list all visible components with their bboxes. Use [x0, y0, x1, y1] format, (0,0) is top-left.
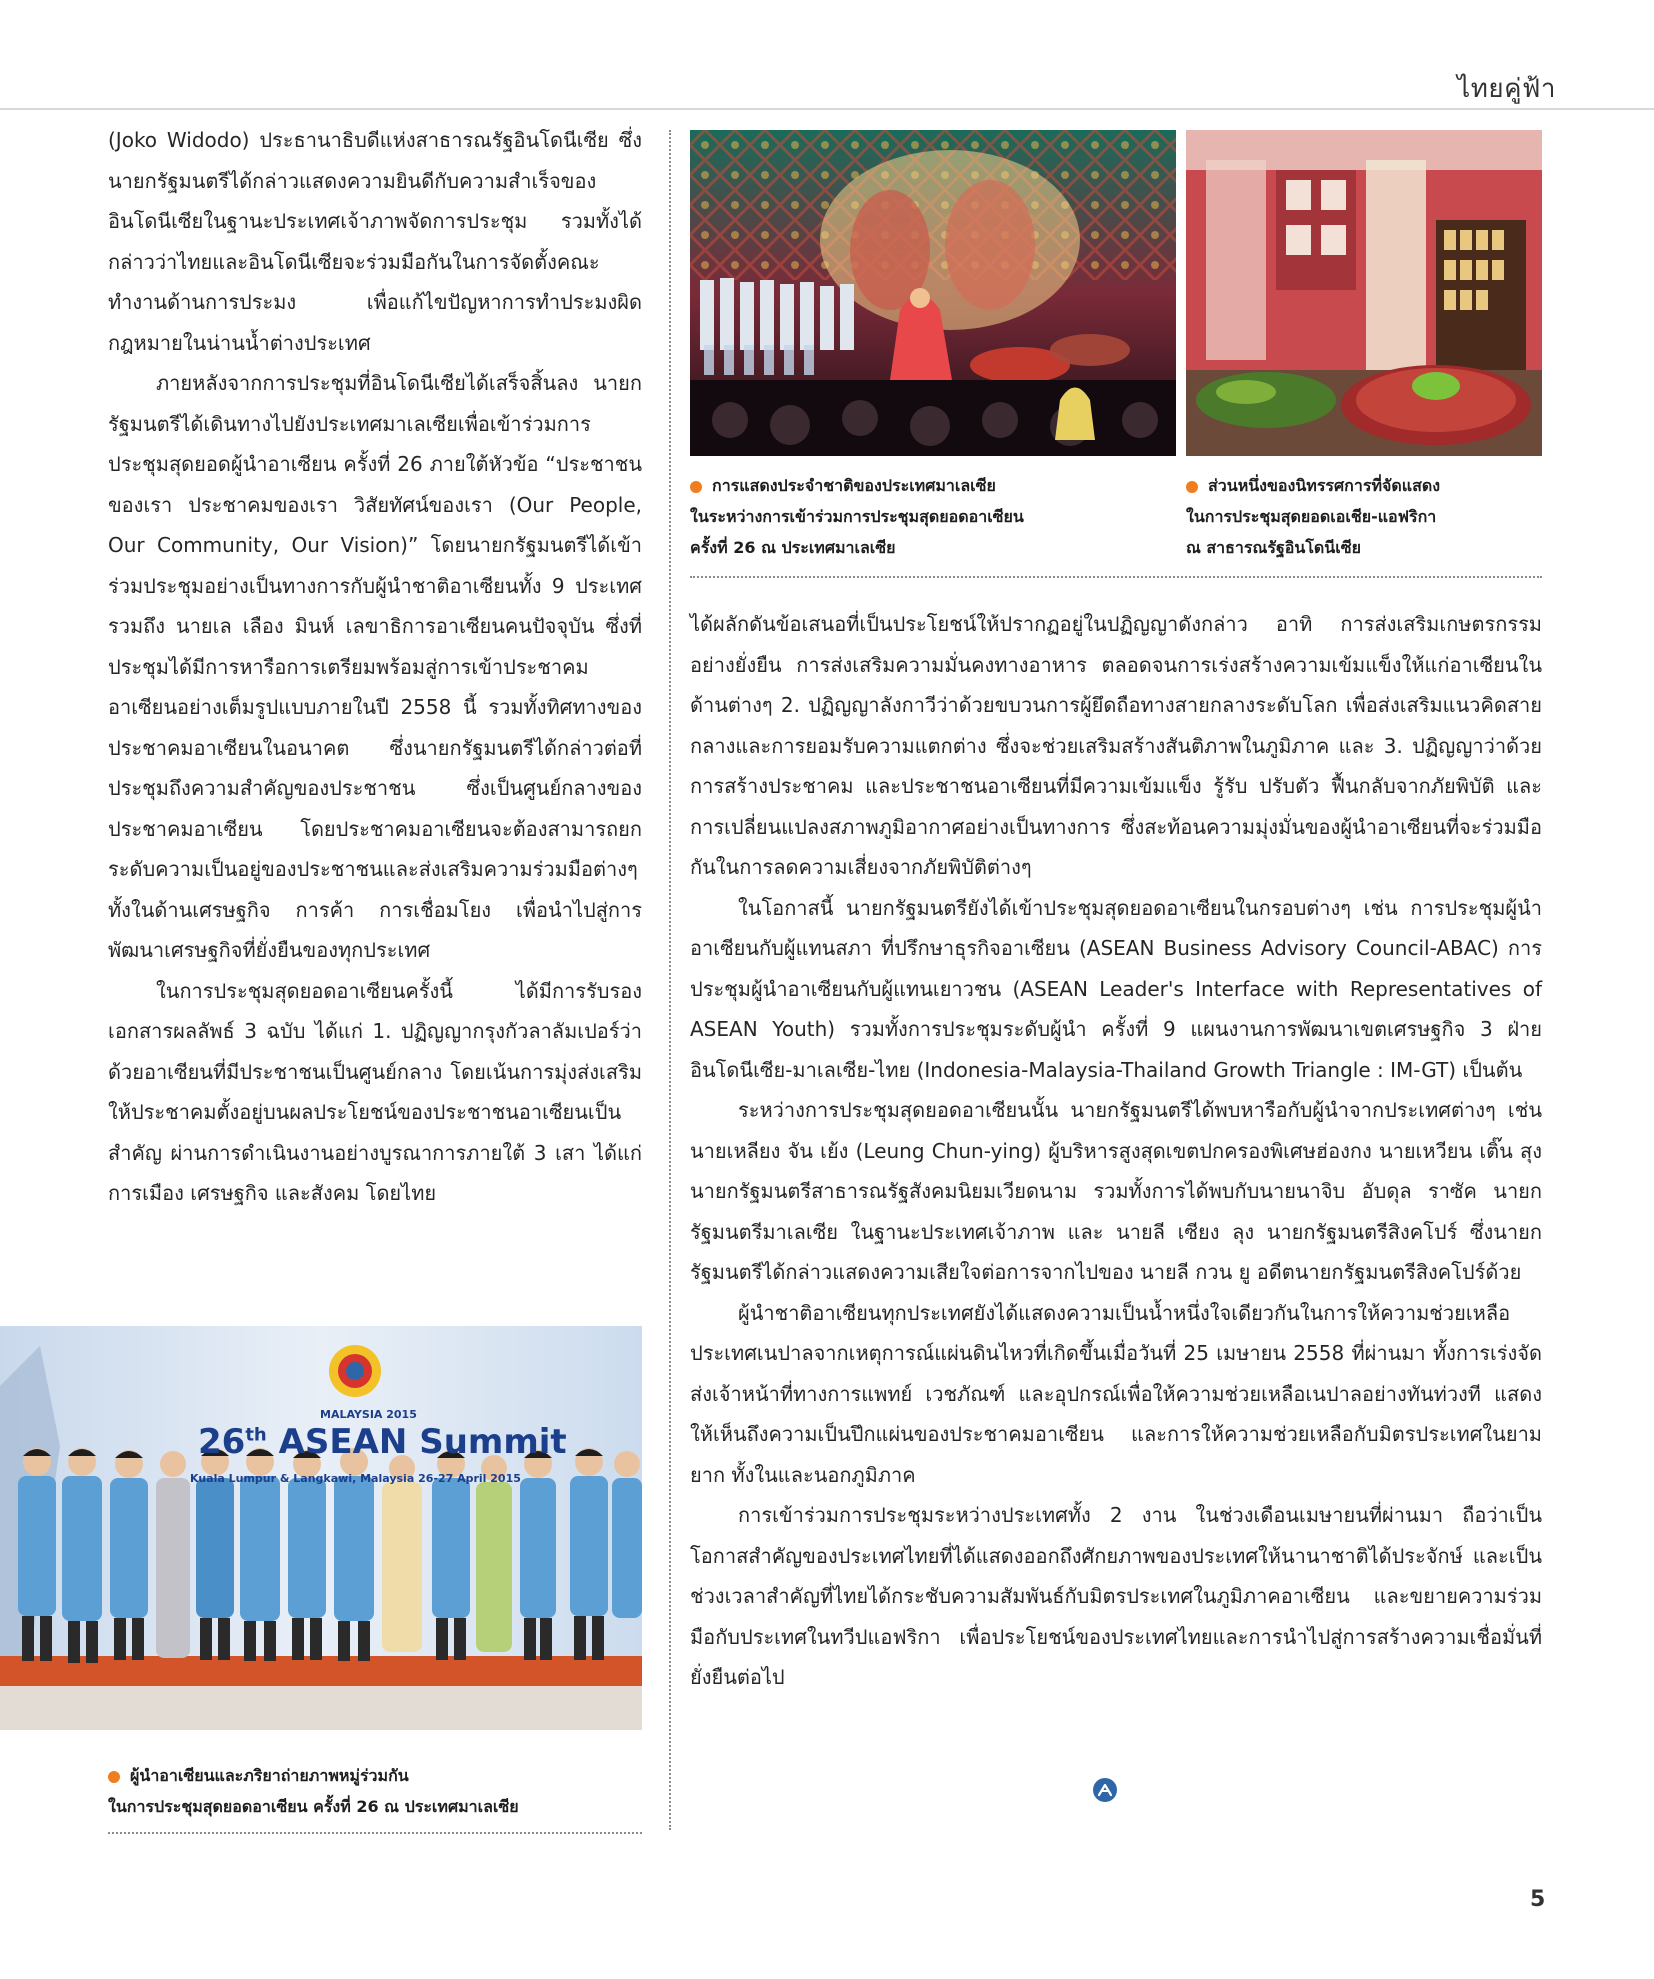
asean-logo-icon — [1093, 1778, 1117, 1802]
performance-photo-caption — [690, 470, 1176, 563]
body-paragraph: ในโอกาสนี้ นายกรัฐมนตรียังได้เข้าประชุมสุดยอดอาเซียนในกรอบต่างๆ เช่น การประชุมผู้นำอาเซียนกับผู้แทนสภา ที่ปรึกษาธุรกิจอาเซียน (ASEAN Business Advisory Council-ABAC) การประชุมผู้นำอาเซียนกับผู้แทนเยาวชน (ASEAN Leader's Interface with Representatives of ASEAN Youth) รวมทั้งการประชุมระดับผู้นำ ครั้งที่ 9 แผนงานการพัฒนาเขตเศรษฐกิจ 3 ฝ่าย อินโดนีเซีย-มาเลเซีย-ไทย (Indonesia-Malaysia-Thailand Growth Triangle : IM-GT) เป็นต้น — [690, 895, 1542, 1082]
page-number: 5 — [1530, 1887, 1546, 1912]
header-rule — [0, 108, 1654, 110]
body-paragraph: ภายหลังจากการประชุมที่อินโดนีเซียได้เสร็จสิ้นลง นายกรัฐมนตรีได้เดินทางไปยังประเทศมาเลเซียเพื่อเข้าร่วมการประชุมสุดยอดผู้นำอาเซียน ครั้งที่ 26 ภายใต้หัวข้อ “ประชาชนของเรา ประชาคมของเรา วิสัยทัศน์ของเรา (Our People, Our Community, Our Vision)” โดยนายกรัฐมนตรีได้เข้าร่วมประชุมอย่างเป็นทางการกับผู้นำชาติอาเซียนทั้ง 9 ประเทศ รวมถึง นายเล เลือง มินห์ เลขาธิการอาเซียนคนปัจจุบัน ซึ่งที่ประชุมได้มีการหารือการเตรียมพร้อมสู่การเข้าประชาคมอาเซียนอย่างเต็มรูปแบบภายในปี 2558 นี้ รวมทั้งทิศทางของประชาคมอาเซียนในอนาคต ซึ่งนายกรัฐมนตรีได้กล่าวต่อที่ประชุมถึงความสำคัญของประชาชน ซึ่งเป็นศูนย์กลางของประชาคมอาเซียน โดยประชาคมอาเซียนจะต้องสามารถยกระดับความเป็นอยู่ของประชาชนและส่งเสริมความร่วมมือต่างๆ ทั้งในด้านเศรษฐกิจ การค้า การเชื่อมโยง เพื่อนำไปสู่การพัฒนาเศรษฐกิจที่ยั่งยืนของทุกประเทศ — [108, 371, 642, 962]
body-paragraph: การเข้าร่วมการประชุมระหว่างประเทศทั้ง 2 งาน ในช่วงเดือนเมษายนที่ผ่านมา ถือว่าเป็นโอกาสสำคัญของประเทศไทยที่ได้แสดงออกถึงศักยภาพของประเทศให้นานาชาติได้ประจักษ์ และเป็นช่วงเวลาสำคัญที่ไทยได้กระชับความสัมพันธ์กับมิตรประเทศในภูมิภาคอาเซียน และขยายความร่วมมือกับประเทศในทวีปแอฟริกา เพื่อประโยชน์ของประเทศไทยและการนำไปสู่การสร้างความเชื่อมั่นที่ยั่งยืนต่อไป — [690, 1503, 1542, 1689]
group-photo — [0, 1326, 642, 1730]
caption-line: ผู้นำอาเซียนและภริยาถ่ายภาพหมู่ร่วมกัน — [130, 1766, 409, 1785]
banner-summit-suffix: th — [245, 1424, 267, 1446]
body-paragraph: ผู้นำชาติอาเซียนทุกประเทศยังได้แสดงความเป็นน้ำหนึ่งใจเดียวกันในการให้ความช่วยเหลือประเทศเนปาลจากเหตุการณ์แผ่นดินไหวที่เกิดขึ้นเมื่อวันที่ 25 เมษายน 2558 ที่ผ่านมา ทั้งการเร่งจัดส่งเจ้าหน้าที่ทางการแพทย์ เวชภัณฑ์ และอุปกรณ์เพื่อให้ความช่วยเหลือเนปาลอย่างทันท่วงที แสดงให้เห็นถึงความเป็นปึกแผ่นของประชาคมอาเซียน และการให้ความช่วยเหลือกับมิตรประเทศในยามยาก ทั้งในและนอกภูมิภาค — [690, 1300, 1542, 1487]
caption-line: ในการประชุมสุดยอดเอเชีย-แอฟริกา — [1186, 507, 1437, 526]
right-text-column — [690, 604, 1542, 1698]
group-photo-caption — [108, 1760, 642, 1822]
left-text-column — [108, 120, 642, 1214]
banner-country-year: MALAYSIA 2015 — [320, 1408, 417, 1421]
body-paragraph: ได้ผลักดันข้อเสนอที่เป็นประโยชน์ให้ปรากฏอยู่ในปฏิญญาดังกล่าว อาทิ การส่งเสริมเกษตรกรรมอย่างยั่งยืน การส่งเสริมความมั่นคงทางอาหาร ตลอดจนการเร่งสร้างความเข้มแข็งให้แก่อาเซียนในด้านต่างๆ 2. ปฏิญญาลังกาวีว่าด้วยขบวนการผู้ยึดถือทางสายกลางระดับโลก เพื่อส่งเสริมแนวคิดสายกลางและการยอมรับความแตกต่าง ซึ่งจะช่วยเสริมสร้างสันติภาพในภูมิภาค และ 3. ปฏิญญาว่าด้วยการสร้างประชาคม และประชาชนอาเซียนที่มีความเข้มแข็ง รู้รับ ปรับตัว ฟื้นกลับจากภัยพิบัติ และการเปลี่ยนแปลงสภาพภูมิอากาศอย่างเป็นทางการ ซึ่งสะท้อนความมุ่งมั่นของผู้นำอาเซียนที่จะร่วมมือกันในการลดความเสี่ยงจากภัยพิบัติต่างๆ — [690, 612, 1542, 879]
caption-line: ส่วนหนึ่งของนิทรรศการที่จัดแสดง — [1208, 476, 1441, 495]
body-paragraph: (Joko Widodo) ประธานาธิบดีแห่งสาธารณรัฐอินโดนีเซีย ซึ่งนายกรัฐมนตรีได้กล่าวแสดงความยินดีกับความสำเร็จของอินโดนีเซียในฐานะประเทศเจ้าภาพจัดการประชุม รวมทั้งได้กล่าวว่าไทยและอินโดนีเซียจะร่วมมือกันในการจัดตั้งคณะทำงานด้านการประมง เพื่อแก้ไขปัญหาการทำประมงผิดกฎหมายในน่านน้ำต่างประเทศ — [108, 128, 642, 355]
caption-line: ในการประชุมสุดยอดอาเซียน ครั้งที่ 26 ณ ประเทศมาเลเซีย — [108, 1797, 519, 1816]
caption-divider — [690, 576, 1542, 578]
body-paragraph: ในการประชุมสุดยอดอาเซียนครั้งนี้ ได้มีการรับรองเอกสารผลลัพธ์ 3 ฉบับ ได้แก่ 1. ปฏิญญากรุงกัวลาลัมเปอร์ว่าด้วยอาเซียนที่มีประชาชนเป็นศูนย์กลาง โดยเน้นการมุ่งส่งเสริมให้ประชาคมตั้งอยู่บนผลประโยชน์ของประชาชนอาเซียนเป็นสำคัญ ผ่านการดำเนินงานอย่างบูรณาการภายใต้ 3 เสา ได้แก่ การเมือง เศรษฐกิจ และสังคม โดยไทย — [108, 978, 642, 1205]
banner-summit-title — [198, 1422, 567, 1462]
body-paragraph: ระหว่างการประชุมสุดยอดอาเซียนนั้น นายกรัฐมนตรีได้พบหารือกับผู้นำจากประเทศต่างๆ เช่น นายเหลียง จัน เย้ง (Leung Chun-ying) ผู้บริหารสูงสุดเขตปกครองพิเศษฮ่องกง นายเหวียน เติ๊น สุง นายกรัฐมนตรีสาธารณรัฐสังคมนิยมเวียดนาม รวมทั้งการได้พบกับนายนาจิบ อับดุล ราซัค นายกรัฐมนตรีมาเลเซีย ในฐานะประเทศเจ้าภาพ และ นายลี เซียง ลุง นายกรัฐมนตรีสิงคโปร์ ซึ่งนายกรัฐมนตรีได้กล่าวแสดงความเสียใจต่อการจากไปของ นายลี กวน ยู อดีตนายกรัฐมนตรีสิงคโปร์ด้วย — [690, 1098, 1542, 1284]
magazine-title: ไทยคู่ฟ้า — [1457, 74, 1556, 104]
caption-bullet-icon — [690, 481, 702, 493]
banner-location-dates: Kuala Lumpur & Langkawi, Malaysia 26-27 April 2015 — [190, 1472, 521, 1485]
caption-bullet-icon — [108, 1771, 120, 1783]
banner-summit-name: ASEAN Summit — [278, 1422, 567, 1462]
caption-line: ณ สาธารณรัฐอินโดนีเซีย — [1186, 538, 1361, 557]
caption-line: การแสดงประจำชาติของประเทศมาเลเซีย — [712, 476, 996, 495]
banner-summit-number: 26 — [198, 1422, 246, 1462]
exhibition-photo-caption — [1186, 470, 1542, 563]
caption-bullet-icon — [1186, 481, 1198, 493]
performance-photo — [690, 130, 1176, 456]
caption-line: ในระหว่างการเข้าร่วมการประชุมสุดยอดอาเซียน — [690, 507, 1024, 526]
column-divider — [669, 130, 671, 1830]
caption-line: ครั้งที่ 26 ณ ประเทศมาเลเซีย — [690, 538, 896, 557]
caption-divider — [108, 1832, 642, 1834]
exhibition-photo — [1186, 130, 1542, 456]
